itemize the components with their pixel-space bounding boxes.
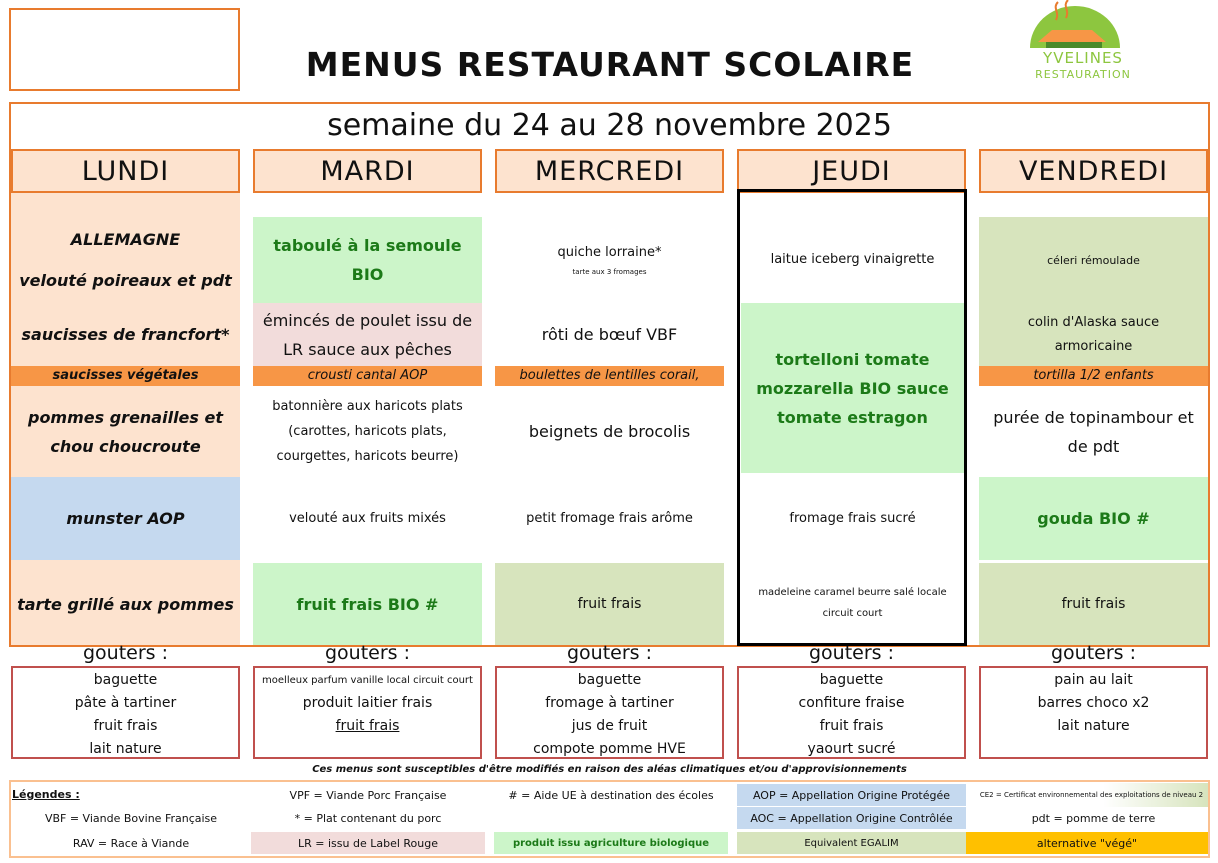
vendredi-fromage-label: gouda BIO # bbox=[1037, 509, 1150, 528]
gouter-item: pain au lait bbox=[1054, 672, 1133, 688]
gouter-item: baguette bbox=[93, 672, 158, 688]
gouter-item: jus de fruit bbox=[571, 718, 648, 734]
legend-egalim: Equivalent EGALIM bbox=[737, 832, 966, 854]
gouter-item: fruit frais bbox=[335, 718, 400, 734]
lundi-fromage bbox=[11, 477, 240, 560]
vendredi-entree-label: céleri rémoulade bbox=[1047, 253, 1140, 267]
gouters-box-mardi bbox=[253, 666, 482, 759]
gouter-item: produit laitier frais bbox=[302, 695, 433, 711]
mardi-dessert bbox=[253, 563, 482, 645]
lundi-entree bbox=[11, 217, 240, 303]
jeudi-laitage-label: fromage frais sucré bbox=[789, 510, 916, 526]
legend-title: Légendes : bbox=[12, 787, 80, 801]
lundi-accomp-line2: chou choucroute bbox=[50, 436, 201, 456]
legend-lr: LR = issu de Label Rouge bbox=[251, 832, 485, 854]
mercredi-accompagnement bbox=[495, 386, 724, 477]
logo-text-line2: RESTAURATION bbox=[1035, 68, 1131, 81]
gouter-item: yaourt sucré bbox=[807, 741, 896, 757]
day-header-vendredi: VENDREDI bbox=[979, 149, 1208, 193]
lundi-alternative-label: saucisses végétales bbox=[52, 368, 199, 383]
vendredi-dessert bbox=[979, 563, 1208, 645]
mardi-plat-line1: émincés de poulet issu de bbox=[262, 310, 473, 330]
gouters-box-lundi bbox=[11, 666, 240, 759]
day-header-lundi: LUNDI bbox=[11, 149, 240, 193]
lundi-dessert bbox=[11, 563, 240, 645]
jeudi-highlight-frame bbox=[737, 189, 967, 646]
mardi-accomp-line2: (carottes, haricots plats, bbox=[288, 424, 447, 439]
day-header-mardi: MARDI bbox=[253, 149, 482, 193]
gouters-box-vendredi bbox=[979, 666, 1208, 759]
lundi-entree-line1: ALLEMAGNE bbox=[70, 230, 181, 249]
mardi-entree-line2: BIO bbox=[351, 265, 384, 284]
gouter-item: fruit frais bbox=[819, 718, 884, 734]
legend-vege: alternative "végé" bbox=[966, 832, 1208, 854]
gouters-title-vendredi: gouters : bbox=[1050, 642, 1137, 664]
week-title: semaine du 24 au 28 novembre 2025 bbox=[327, 108, 892, 143]
gouter-item: baguette bbox=[577, 672, 642, 688]
lundi-alternative bbox=[11, 366, 240, 386]
jeudi-plat-line3: tomate estragon bbox=[777, 407, 928, 427]
modification-notice: Ces menus sont susceptibles d'être modifiés en raison des aléas climatiques et/ou d'approvisionnements bbox=[312, 764, 907, 775]
gouters-title-jeudi: gouters : bbox=[808, 642, 895, 664]
legend-aoc: AOC = Appellation Origine Contrôlée bbox=[737, 807, 966, 829]
mardi-plat-line2: LR sauce aux pêches bbox=[283, 339, 452, 359]
mardi-accomp-line1: batonnière aux haricots plats bbox=[272, 399, 463, 414]
gouter-item: lait nature bbox=[1057, 718, 1130, 734]
mercredi-laitage bbox=[495, 477, 724, 560]
mercredi-dessert bbox=[495, 563, 724, 645]
vendredi-accomp-line2: de pdt bbox=[1067, 436, 1120, 456]
mardi-accompagnement bbox=[253, 386, 482, 477]
legend-ue: # = Aide UE à destination des écoles bbox=[508, 788, 714, 802]
gouters-title-mardi: gouters : bbox=[324, 642, 411, 664]
legend-pdt: pdt = pomme de terre bbox=[1031, 811, 1156, 825]
vendredi-plat bbox=[979, 303, 1208, 366]
day-header-jeudi: JEUDI bbox=[737, 149, 966, 193]
mercredi-alternative-label: boulettes de lentilles corail, bbox=[519, 368, 700, 383]
mercredi-entree bbox=[495, 217, 724, 303]
gouter-item: fromage à tartiner bbox=[545, 695, 674, 711]
lundi-accomp-line1: pommes grenailles et bbox=[27, 407, 223, 427]
mercredi-entree-line2: tarte aux 3 fromages bbox=[572, 268, 647, 276]
mercredi-alternative bbox=[495, 366, 724, 386]
jeudi-plat-line1: tortelloni tomate bbox=[775, 349, 930, 369]
logo-text-line1: YVELINES bbox=[1043, 49, 1123, 67]
vendredi-dessert-label: fruit frais bbox=[1061, 596, 1126, 612]
legend-vpf: VPF = Viande Porc Française bbox=[289, 788, 447, 802]
page-title: MENUS RESTAURANT SCOLAIRE bbox=[305, 45, 915, 84]
mardi-laitage bbox=[253, 477, 482, 560]
mercredi-laitage-label: petit fromage frais arôme bbox=[526, 510, 693, 526]
mardi-plat bbox=[253, 303, 482, 366]
legend-aop: AOP = Appellation Origine Protégée bbox=[737, 784, 966, 806]
gouters-box-jeudi bbox=[737, 666, 966, 759]
legend-bio: produit issu agriculture biologique bbox=[494, 832, 728, 854]
gouter-item: confiture fraise bbox=[798, 695, 905, 711]
gouter-item: baguette bbox=[819, 672, 884, 688]
vendredi-accompagnement bbox=[979, 386, 1208, 477]
lundi-plat-label: saucisses de francfort* bbox=[21, 325, 230, 344]
vendredi-accomp-line1: purée de topinambour et bbox=[993, 407, 1194, 427]
gouters-title-mercredi: gouters : bbox=[566, 642, 653, 664]
mardi-laitage-label: velouté aux fruits mixés bbox=[289, 510, 446, 526]
gouters-box-mercredi bbox=[495, 666, 724, 759]
gouter-item: fruit frais bbox=[93, 718, 158, 734]
blank-box bbox=[9, 8, 240, 91]
lundi-accompagnement bbox=[11, 386, 240, 477]
legend-vbf: VBF = Viande Bovine Française bbox=[44, 811, 218, 825]
lundi-entree-line2: velouté poireaux et pdt bbox=[19, 271, 232, 290]
gouter-item: pâte à tartiner bbox=[74, 695, 177, 711]
vendredi-alternative bbox=[979, 366, 1208, 386]
vendredi-alternative-label: tortilla 1/2 enfants bbox=[1033, 368, 1154, 383]
mercredi-dessert-label: fruit frais bbox=[577, 596, 642, 612]
jeudi-dessert-line1: madeleine caramel beurre salé locale bbox=[758, 587, 947, 598]
legend-rav: RAV = Race à Viande bbox=[72, 836, 190, 850]
mardi-accomp-line3: courgettes, haricots beurre) bbox=[276, 449, 459, 464]
mardi-entree bbox=[253, 217, 482, 303]
logo bbox=[1018, 0, 1148, 90]
legend-ce2: CE2 = Certificat environnemental des exploitations de niveau 2 bbox=[975, 783, 1208, 807]
gouter-item: compote pomme HVE bbox=[533, 741, 686, 757]
jeudi-plat-line2: mozzarella BIO sauce bbox=[756, 378, 949, 398]
mardi-alternative-label: crousti cantal AOP bbox=[307, 368, 428, 383]
gouters-title-lundi: gouters : bbox=[82, 642, 169, 664]
lundi-fromage-label: munster AOP bbox=[66, 509, 185, 528]
gouter-item: moelleux parfum vanille local circuit court bbox=[262, 675, 473, 686]
legend-porc: * = Plat contenant du porc bbox=[294, 811, 442, 825]
vendredi-plat-line1: colin d'Alaska sauce bbox=[1027, 314, 1160, 330]
lundi-plat bbox=[11, 303, 240, 366]
mercredi-entree-line1: quiche lorraine* bbox=[557, 245, 662, 260]
mardi-dessert-label: fruit frais BIO # bbox=[296, 594, 439, 614]
mardi-alternative bbox=[253, 366, 482, 386]
vendredi-entree bbox=[979, 217, 1208, 303]
lundi-dessert-label: tarte grillé aux pommes bbox=[17, 594, 234, 614]
day-header-mercredi: MERCREDI bbox=[495, 149, 724, 193]
mercredi-accomp-label: beignets de brocolis bbox=[528, 422, 691, 441]
vendredi-plat-line2: armoricaine bbox=[1054, 338, 1133, 354]
vendredi-fromage bbox=[979, 477, 1208, 560]
gouter-item: lait nature bbox=[89, 741, 162, 757]
jeudi-entree-label: laitue iceberg vinaigrette bbox=[770, 252, 935, 267]
jeudi-dessert-line2: circuit court bbox=[822, 608, 883, 619]
mercredi-plat-label: rôti de bœuf VBF bbox=[541, 325, 678, 344]
mercredi-plat bbox=[495, 303, 724, 366]
gouter-item: barres choco x2 bbox=[1037, 695, 1150, 711]
mardi-entree-line1: taboulé à la semoule bbox=[273, 236, 462, 255]
